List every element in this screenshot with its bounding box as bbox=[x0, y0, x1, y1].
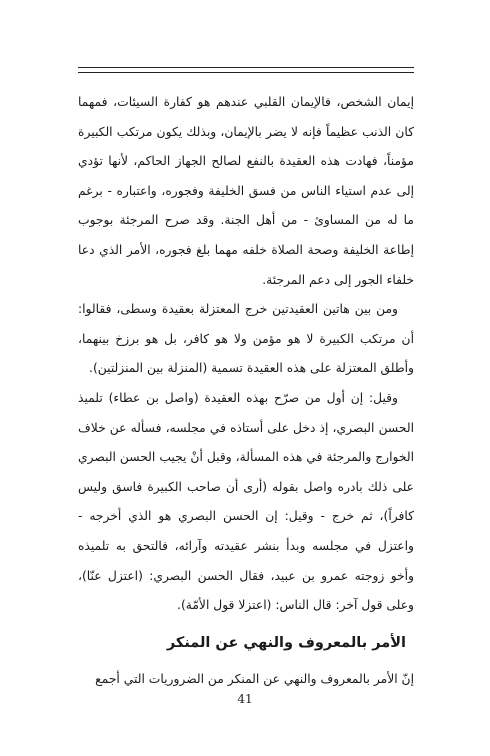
paragraph-3: وقيل: إن أول من صرّح بهذه العقيدة (واصل بن عطاء) تلميذ الحسن البصري، إذ دخل على أستاذه في مجلسه، فسأله عن خلاف الخوارج والمرجئة في هذه المسألة، وقبل أنْ يجيب الحسن البصري على ذلك بادره واصل بقوله (أرى أن صاحب الكبيرة فاسق وليس كافراً)، ثم خرج - وقيل: إن الحسن البصري هو الذي أخرجه - واعتزل في مجلسه وبدأ بنشر عقيدته وآرائه، فالتحق به تلميذه وأخو زوجته عمرو بن عبيد، فقال الحسن البصري: (اعتزل عنّا)، وعلى قول آخر: قال الناس: (اعتزلا قول الأمّة). bbox=[78, 390, 414, 613]
page-body bbox=[78, 88, 414, 694]
paragraph-4: إنّ الأمر بالمعروف والنهي عن المنكر من الضروريات التي أجمع bbox=[95, 671, 414, 686]
header-rule-bottom bbox=[78, 72, 414, 73]
header-rule-top bbox=[78, 67, 414, 68]
page-number: 41 bbox=[237, 692, 253, 706]
paragraph-2: ومن بين هاتين العقيدتين خرج المعتزلة بعقيدة وسطى، فقالوا: أن مرتكب الكبيرة لا هو مؤمن ولا هو كافر، بل هو برزخ بينهما، وأطلق المعتزلة على هذه العقيدة تسمية (المنزلة بين المنزلتين). bbox=[78, 302, 414, 376]
paragraph-1: إيمان الشخص، فالإيمان القلبي عندهم هو كفارة السيئات، فمهما كان الذنب عظيماً فإنه لا يضر بالإيمان، وبذلك يكون مرتكب الكبيرة مؤمناً، فهادت هذه العقيدة بالنفع لصالح الجهاز الحاكم، لأنها تؤدي إلى عدم استياء الناس من فسق الخليفة وفجوره، واعتباره - برغم ما له من المساوئ - من أهل الجنة. وقد صرح المرجئة بوجوب إطاعة الخليفة وصحة الصلاة خلفه مهما بلغ فجوره، الأمر الذي دعا خلفاء الجور إلى دعم المرجئة. bbox=[78, 95, 414, 287]
section-heading: الأمر بالمعروف والنهي عن المنكر bbox=[166, 634, 406, 651]
